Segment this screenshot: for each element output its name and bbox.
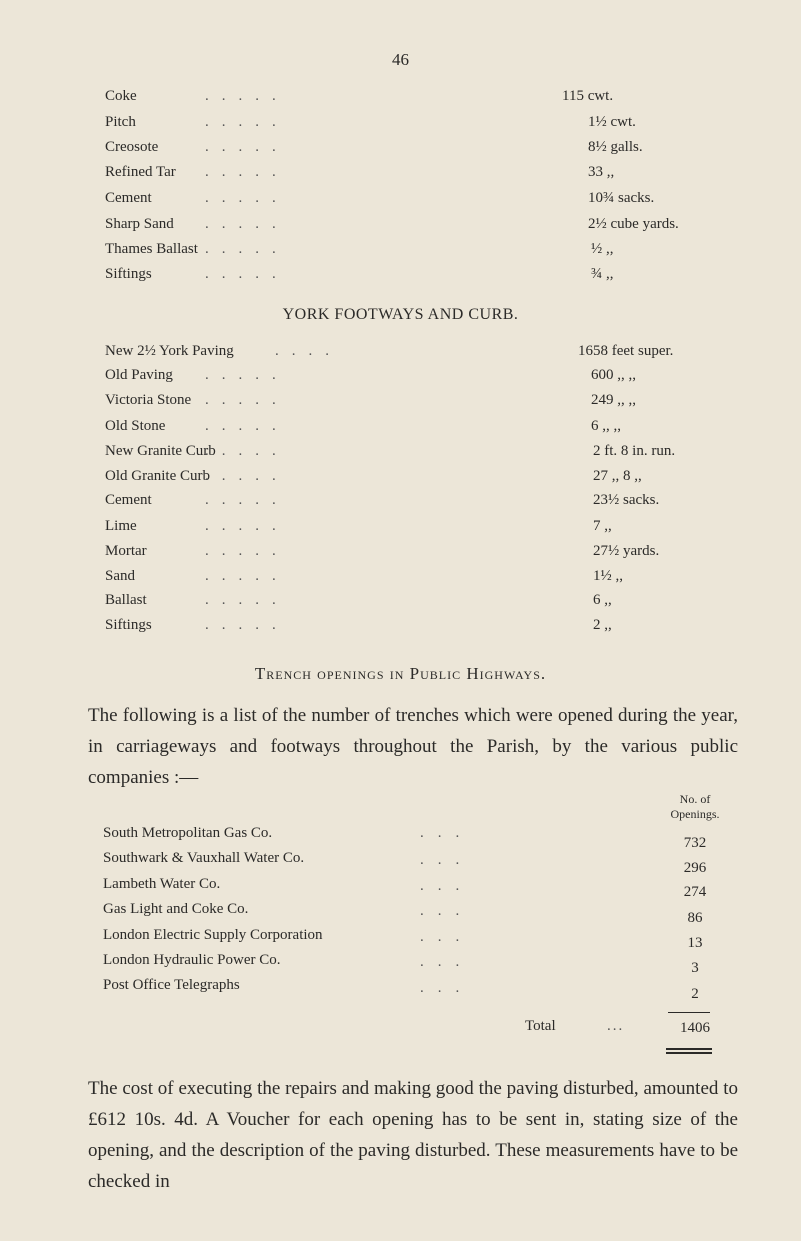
- item-label: New 2½ York Paving: [105, 343, 234, 359]
- company-name: Gas Light and Coke Co.: [103, 901, 249, 917]
- item-quantity: ½ ,,: [591, 241, 614, 257]
- item-quantity: 10¾ sacks.: [588, 190, 655, 206]
- item-label: Siftings: [105, 617, 152, 633]
- item-label: New Granite Curb: [105, 443, 216, 459]
- double-rule-bottom: [666, 1052, 712, 1054]
- openings-count: 13: [687, 935, 703, 951]
- leader-dots: .....: [205, 543, 289, 559]
- item-label: Old Granite Curb: [105, 468, 210, 484]
- item-quantity: 1½ ,,: [593, 568, 623, 584]
- column-header-line-2: Openings.: [670, 807, 720, 821]
- intro-paragraph: The following is a list of the number of trenches which were opened during the year, in carriageways and footways throughout the Parish, by the various public companies :—: [88, 705, 738, 788]
- leader-dots: ....: [275, 343, 342, 359]
- item-quantity: 2 ,,: [593, 617, 612, 633]
- section-heading: Trench openings in Public Highways.: [254, 664, 547, 683]
- item-label: Lime: [105, 518, 137, 534]
- item-quantity: 2½ cube yards.: [588, 216, 679, 232]
- item-quantity: 249 ,, ,,: [591, 392, 636, 408]
- list-item: [0, 139, 801, 163]
- item-label: Thames Ballast: [105, 241, 198, 257]
- openings-count: 732: [683, 835, 707, 851]
- list-item: [0, 266, 801, 290]
- list-item: [0, 543, 801, 567]
- item-quantity: 6 ,, ,,: [591, 418, 621, 434]
- page-number: 46: [392, 50, 409, 69]
- leader-dots: .....: [205, 266, 289, 282]
- section-heading: YORK FOOTWAYS AND CURB.: [282, 306, 519, 323]
- item-label: Victoria Stone: [105, 392, 192, 408]
- openings-count: 3: [691, 960, 699, 976]
- item-label: Mortar: [105, 543, 147, 559]
- list-item: [0, 241, 801, 265]
- leader-dots: .....: [205, 190, 289, 206]
- openings-count: 2: [691, 986, 699, 1002]
- total-value: 1406: [680, 1020, 710, 1036]
- total-rule: [668, 1012, 710, 1013]
- openings-count: 86: [687, 910, 703, 926]
- item-quantity: 1658 feet super.: [578, 343, 674, 359]
- item-quantity: 2 ft. 8 in. run.: [593, 443, 676, 459]
- column-header-line-1: No. of: [679, 792, 711, 806]
- leader-dots: ...: [420, 929, 474, 945]
- leader-dots: .....: [205, 164, 289, 180]
- item-quantity: 6 ,,: [593, 592, 612, 608]
- item-quantity: 7 ,,: [593, 518, 612, 534]
- item-label: Ballast: [105, 592, 147, 608]
- cost-paragraph: The cost of executing the repairs and making good the paving disturbed, amounted to £612 10s. 4d. A Voucher for each opening has to be sent in, stating size of the opening, and the description of the paving disturbed. These measurements have to be checked in: [88, 1078, 738, 1192]
- item-quantity: 600 ,, ,,: [591, 367, 636, 383]
- leader-dots: .....: [205, 114, 289, 130]
- company-name: Southwark & Vauxhall Water Co.: [103, 850, 305, 866]
- item-quantity: 8½ galls.: [588, 139, 643, 155]
- leader-dots: .....: [205, 492, 289, 508]
- list-item: [0, 592, 801, 616]
- item-label: Cement: [105, 190, 152, 206]
- openings-count: 274: [683, 884, 707, 900]
- list-item: [0, 343, 801, 367]
- list-item: [0, 443, 801, 467]
- list-item: [0, 418, 801, 442]
- list-item: [0, 568, 801, 592]
- leader-dots: ...: [420, 903, 474, 919]
- leader-dots: .....: [205, 518, 289, 534]
- item-label: Sand: [105, 568, 135, 584]
- leader-dots: .....: [205, 568, 289, 584]
- list-item: [0, 190, 801, 214]
- leader-dots: ...: [607, 1018, 625, 1034]
- leader-dots: .....: [205, 241, 289, 257]
- company-name: Post Office Telegraphs: [103, 977, 240, 993]
- list-item: [0, 617, 801, 641]
- leader-dots: .....: [205, 617, 289, 633]
- leader-dots: .....: [205, 468, 289, 484]
- item-label: Siftings: [105, 266, 152, 282]
- item-label: Pitch: [105, 114, 136, 130]
- total-label: Total: [525, 1018, 556, 1034]
- item-label: Creosote: [105, 139, 159, 155]
- item-quantity: 23½ sacks.: [593, 492, 660, 508]
- list-item: [0, 518, 801, 542]
- item-quantity: 1½ cwt.: [588, 114, 636, 130]
- item-quantity: 27 ,, 8 ,,: [593, 468, 642, 484]
- list-item: [0, 492, 801, 516]
- column-header: [640, 792, 750, 822]
- company-name: Lambeth Water Co.: [103, 876, 221, 892]
- leader-dots: .....: [205, 88, 289, 104]
- item-label: Sharp Sand: [105, 216, 174, 232]
- item-quantity: 27½ yards.: [593, 543, 660, 559]
- leader-dots: .....: [205, 418, 289, 434]
- leader-dots: ...: [420, 825, 474, 841]
- list-item: [0, 392, 801, 416]
- item-quantity: 115 cwt.: [562, 88, 614, 104]
- openings-count: 296: [683, 860, 707, 876]
- item-quantity: ¾ ,,: [591, 266, 614, 282]
- company-name: London Hydraulic Power Co.: [103, 952, 281, 968]
- item-label: Old Stone: [105, 418, 166, 434]
- leader-dots: ...: [420, 980, 474, 996]
- item-quantity: 33 ,,: [588, 164, 615, 180]
- company-name: South Metropolitan Gas Co.: [103, 825, 273, 841]
- item-label: Coke: [105, 88, 137, 104]
- list-item: [0, 164, 801, 188]
- list-item: [0, 114, 801, 138]
- leader-dots: .....: [205, 592, 289, 608]
- item-label: Cement: [105, 492, 152, 508]
- company-name: London Electric Supply Corporation: [103, 927, 323, 943]
- leader-dots: ...: [420, 852, 474, 868]
- leader-dots: .....: [205, 443, 289, 459]
- list-item: [0, 468, 801, 492]
- leader-dots: .....: [205, 216, 289, 232]
- list-item: [0, 367, 801, 391]
- list-item: [0, 88, 801, 112]
- double-rule-top: [666, 1048, 712, 1050]
- leader-dots: .....: [205, 367, 289, 383]
- list-item: [0, 216, 801, 240]
- leader-dots: ...: [420, 954, 474, 970]
- item-label: Refined Tar: [105, 164, 176, 180]
- item-label: Old Paving: [105, 367, 173, 383]
- leader-dots: .....: [205, 139, 289, 155]
- leader-dots: ...: [420, 878, 474, 894]
- leader-dots: .....: [205, 392, 289, 408]
